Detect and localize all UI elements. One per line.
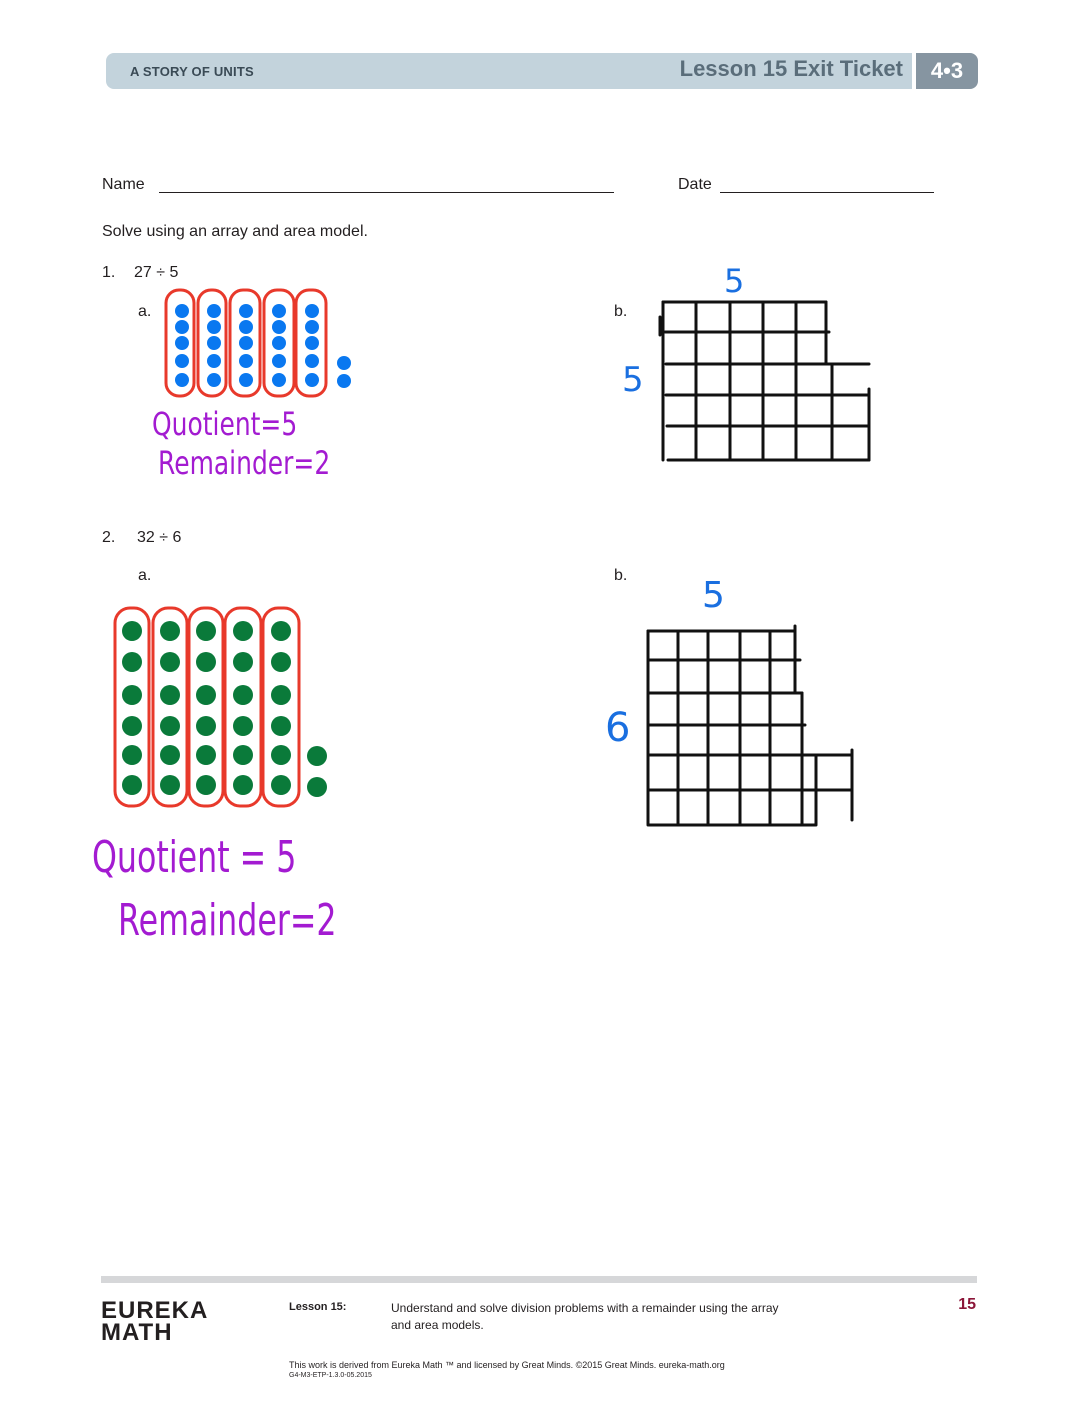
array-dot (196, 652, 216, 672)
logo-line-2: MATH (101, 1319, 173, 1346)
problem-2-area-model (640, 620, 860, 835)
problem-1-area-top-label: 5 (724, 262, 745, 300)
array-dot (233, 716, 253, 736)
array-dot (160, 652, 180, 672)
array-dot (196, 716, 216, 736)
array-dot (305, 304, 319, 318)
array-dot (160, 775, 180, 795)
array-dot (305, 320, 319, 334)
problem-1-grid (660, 302, 869, 460)
array-dot (122, 685, 142, 705)
array-dot (233, 685, 253, 705)
problem-1-remainder: Remainder=2 (158, 444, 331, 482)
array-dot (239, 304, 253, 318)
array-dot (272, 320, 286, 334)
array-dot (305, 373, 319, 387)
series-title: A STORY OF UNITS (130, 64, 254, 79)
array-dot (122, 775, 142, 795)
problem-1-part-a-label: a. (138, 303, 152, 320)
array-dot (175, 373, 189, 387)
array-dot (175, 336, 189, 350)
footer-lesson-label: Lesson 15: (289, 1301, 347, 1313)
problem-2-grid (648, 626, 852, 825)
name-field[interactable] (159, 192, 614, 193)
array-dot (272, 336, 286, 350)
problem-2-part-b-label: b. (614, 567, 628, 584)
array-dot (122, 621, 142, 641)
array-dot (207, 320, 221, 334)
array-dot (233, 652, 253, 672)
array-dot (233, 775, 253, 795)
problem-2-area-side-label: 6 (605, 705, 631, 751)
array-dot (207, 373, 221, 387)
problem-2-quotient: Quotient = 5 (92, 832, 297, 883)
lesson-title: Lesson 15 Exit Ticket (679, 56, 903, 81)
array-dot (122, 716, 142, 736)
page-number: 15 (958, 1296, 976, 1313)
array-dot (207, 354, 221, 368)
array-dot (305, 354, 319, 368)
array-dot (233, 745, 253, 765)
remainder-dot (337, 374, 351, 388)
array-dot (196, 621, 216, 641)
array-dot (175, 354, 189, 368)
array-dot (175, 304, 189, 318)
array-dot (239, 373, 253, 387)
array-dot (207, 336, 221, 350)
footer-description: Understand and solve division problems with a remainder using the array and area models. (391, 1301, 779, 1332)
array-dot (196, 775, 216, 795)
array-dot (271, 716, 291, 736)
array-dot (305, 336, 319, 350)
name-label: Name (102, 176, 145, 193)
array-dot (271, 745, 291, 765)
eureka-math-logo (101, 1297, 209, 1346)
problem-2-part-a-label: a. (138, 567, 152, 584)
module-badge: 4•3 (916, 53, 978, 89)
problem-2-number: 2. (102, 529, 116, 546)
array-dot (239, 354, 253, 368)
problem-2-expression: 32 ÷ 6 (137, 529, 182, 546)
problem-1-area-model (655, 295, 880, 470)
array-dot (160, 621, 180, 641)
instructions: Solve using an array and area model. (102, 223, 368, 240)
array-dot (122, 652, 142, 672)
footer-rule (101, 1276, 977, 1283)
array-dot (175, 320, 189, 334)
problem-1-area-side-label: 5 (622, 360, 644, 400)
array-dot (239, 336, 253, 350)
array-dot (271, 775, 291, 795)
array-dot (271, 652, 291, 672)
logo-line-1: EUREKA (101, 1297, 209, 1324)
remainder-dot (307, 777, 327, 797)
date-label: Date (678, 176, 712, 193)
remainder-dot (307, 746, 327, 766)
array-dot (207, 304, 221, 318)
problem-2-remainder: Remainder=2 (118, 895, 337, 946)
array-dot (271, 685, 291, 705)
array-dot (160, 685, 180, 705)
array-dot (239, 320, 253, 334)
array-dot (272, 304, 286, 318)
array-dot (196, 685, 216, 705)
array-dot (160, 716, 180, 736)
array-dot (272, 354, 286, 368)
array-dot (196, 745, 216, 765)
problem-1-array (150, 282, 370, 402)
problem-1-quotient: Quotient=5 (152, 405, 298, 443)
license-text: This work is derived from Eureka Math ™ and licensed by Great Minds. ©2015 Great Minds. eureka-math.org (289, 1360, 725, 1370)
problem-2-area-top-label: 5 (702, 575, 725, 616)
problem-2-array (105, 600, 345, 815)
remainder-dot (337, 356, 351, 370)
date-field[interactable] (720, 192, 934, 193)
problem-1-part-b-label: b. (614, 303, 628, 320)
document-code: G4-M3-ETP-1.3.0-05.2015 (289, 1372, 372, 1379)
array-dot (233, 621, 253, 641)
array-dot (271, 621, 291, 641)
problem-1-expression: 27 ÷ 5 (134, 264, 179, 281)
array-dot (272, 373, 286, 387)
array-dot (160, 745, 180, 765)
array-dot (122, 745, 142, 765)
problem-1-number: 1. (102, 264, 116, 281)
